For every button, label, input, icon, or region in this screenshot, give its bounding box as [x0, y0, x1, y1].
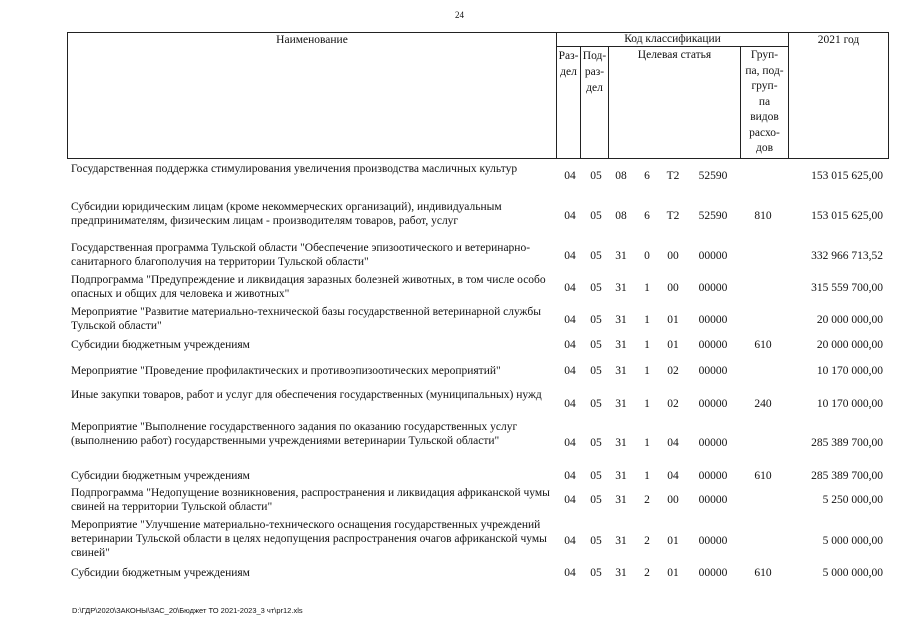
row-subsection: 05	[590, 535, 602, 547]
row-subsection: 05	[590, 250, 602, 262]
row-amount: 315 559 700,00	[811, 282, 883, 294]
row-subprogram: 2	[644, 567, 650, 579]
row-subsection: 05	[590, 339, 602, 351]
row-subprogram: 0	[644, 250, 650, 262]
row-expense-type: 610	[754, 470, 772, 482]
row-subsection: 05	[590, 282, 602, 294]
row-name: Подпрограмма "Предупреждение и ликвидация заразных болезней животных, в том числе особо опасных и общих для человека и животных"	[71, 274, 546, 300]
row-section: 04	[564, 282, 576, 294]
header-right-border	[888, 32, 889, 159]
row-subprogram: 1	[644, 282, 650, 294]
row-amount: 5 000 000,00	[822, 535, 883, 547]
row-direction: 00000	[698, 567, 728, 579]
row-section: 04	[564, 339, 576, 351]
row-activity: Т2	[666, 170, 680, 182]
row-activity: Т2	[666, 210, 680, 222]
row-amount: 332 966 713,52	[811, 250, 883, 262]
row-section: 04	[564, 398, 576, 410]
row-activity: 01	[667, 314, 679, 326]
row-direction: 00000	[698, 365, 728, 377]
row-amount: 153 015 625,00	[811, 210, 883, 222]
row-program: 31	[615, 398, 627, 410]
row-activity: 01	[667, 535, 679, 547]
row-expense-type: 240	[754, 398, 772, 410]
row-name: Субсидии бюджетным учреждениям	[71, 567, 250, 579]
row-direction: 00000	[698, 494, 728, 506]
row-direction: 00000	[698, 339, 728, 351]
row-subprogram: 1	[644, 365, 650, 377]
row-subsection: 05	[590, 437, 602, 449]
row-name: Иные закупки товаров, работ и услуг для обеспечения государственных (муниципальных) нужд	[71, 389, 542, 401]
row-subprogram: 6	[644, 210, 650, 222]
row-name: Мероприятие "Выполнение государственного задания по оказанию государственных услуг (выполнению работ) государственными учреждениями ветеринарии Тульской области"	[71, 421, 518, 447]
row-subsection: 05	[590, 398, 602, 410]
page-number: 24	[455, 10, 464, 20]
row-direction: 00000	[698, 250, 728, 262]
row-subprogram: 6	[644, 170, 650, 182]
row-section: 04	[564, 470, 576, 482]
header-expense-group: Груп- па, под- груп- па видов расхо- дов	[745, 49, 784, 154]
row-amount: 5 000 000,00	[822, 567, 883, 579]
row-program: 31	[615, 470, 627, 482]
row-expense-type: 610	[754, 567, 772, 579]
row-subprogram: 1	[644, 339, 650, 351]
footer-file-path: D:\ГДР\2020\ЗАКОНЫ\ЗАС_20\Бюджет ТО 2021-2023_3 чт\pr12.xls	[72, 606, 303, 615]
row-activity: 00	[667, 250, 679, 262]
row-name: Государственная программа Тульской области "Обеспечение эпизоотического и ветеринарно-санитарного благополучия на территории Тульской области"	[71, 242, 531, 268]
row-program: 31	[615, 314, 627, 326]
header-divider-group	[788, 32, 789, 159]
row-name: Государственная поддержка стимулирования увеличения производства масличных культур	[71, 163, 518, 175]
row-name: Субсидии бюджетным учреждениям	[71, 470, 250, 482]
row-expense-type: 610	[754, 339, 772, 351]
row-program: 31	[615, 250, 627, 262]
row-section: 04	[564, 170, 576, 182]
row-section: 04	[564, 535, 576, 547]
row-program: 31	[615, 494, 627, 506]
row-direction: 00000	[698, 535, 728, 547]
row-subsection: 05	[590, 567, 602, 579]
row-name: Мероприятие "Развитие материально-технической базы государственной ветеринарной службы Тульской области"	[71, 306, 541, 332]
header-left-border	[67, 32, 68, 159]
row-name: Мероприятие "Проведение профилактических и противоэпизоотических мероприятий"	[71, 365, 501, 377]
row-amount: 10 170 000,00	[816, 365, 883, 377]
row-section: 04	[564, 250, 576, 262]
row-subsection: 05	[590, 365, 602, 377]
row-amount: 20 000 000,00	[816, 314, 883, 326]
row-subsection: 05	[590, 170, 602, 182]
row-expense-type: 810	[754, 210, 772, 222]
row-direction: 52590	[698, 210, 728, 222]
row-subprogram: 2	[644, 494, 650, 506]
row-program: 31	[615, 282, 627, 294]
header-target-article: Целевая статья	[637, 49, 712, 61]
row-amount: 153 015 625,00	[811, 170, 883, 182]
row-direction: 00000	[698, 470, 728, 482]
row-name: Субсидии бюджетным учреждениям	[71, 339, 250, 351]
row-amount: 10 170 000,00	[816, 398, 883, 410]
row-subsection: 05	[590, 314, 602, 326]
row-direction: 00000	[698, 398, 728, 410]
row-direction: 00000	[698, 437, 728, 449]
header-name: Наименование	[276, 34, 348, 46]
row-amount: 20 000 000,00	[816, 339, 883, 351]
row-program: 08	[615, 210, 627, 222]
row-name: Субсидии юридическим лицам (кроме некоммерческих организаций), индивидуальным предпринимателям, физическим лицам - производителям товаров, работ, услуг	[71, 201, 502, 227]
row-activity: 02	[667, 398, 679, 410]
row-section: 04	[564, 210, 576, 222]
row-subsection: 05	[590, 210, 602, 222]
row-activity: 01	[667, 339, 679, 351]
row-program: 31	[615, 535, 627, 547]
header-year: 2021 год	[817, 34, 860, 46]
row-activity: 00	[667, 282, 679, 294]
row-amount: 285 389 700,00	[811, 437, 883, 449]
row-name: Мероприятие "Улучшение материально-технического оснащения государственных учреждений ветеринарии Тульской области в целях недопущения распространения очагов африканской чумы свиней"	[71, 519, 547, 559]
row-section: 04	[564, 314, 576, 326]
row-activity: 04	[667, 437, 679, 449]
row-program: 08	[615, 170, 627, 182]
header-bottom-border	[67, 158, 889, 159]
row-program: 31	[615, 339, 627, 351]
row-subprogram: 1	[644, 470, 650, 482]
header-subsection: Под- раз- дел	[582, 50, 607, 94]
row-section: 04	[564, 567, 576, 579]
header-code-group: Код классификации	[624, 33, 721, 45]
row-activity: 02	[667, 365, 679, 377]
row-name: Подпрограмма "Недопущение возникновения, распространения и ликвидация африканской чумы свиней на территории Тульской области"	[71, 487, 550, 513]
row-subprogram: 1	[644, 437, 650, 449]
row-activity: 04	[667, 470, 679, 482]
row-amount: 285 389 700,00	[811, 470, 883, 482]
row-section: 04	[564, 365, 576, 377]
row-subsection: 05	[590, 470, 602, 482]
row-subprogram: 1	[644, 398, 650, 410]
header-section: Раз- дел	[558, 50, 579, 78]
row-program: 31	[615, 365, 627, 377]
row-subprogram: 2	[644, 535, 650, 547]
row-activity: 01	[667, 567, 679, 579]
row-activity: 00	[667, 494, 679, 506]
row-direction: 00000	[698, 282, 728, 294]
row-amount: 5 250 000,00	[822, 494, 883, 506]
row-direction: 00000	[698, 314, 728, 326]
row-section: 04	[564, 437, 576, 449]
row-subprogram: 1	[644, 314, 650, 326]
row-program: 31	[615, 567, 627, 579]
row-subsection: 05	[590, 494, 602, 506]
row-direction: 52590	[698, 170, 728, 182]
row-program: 31	[615, 437, 627, 449]
row-section: 04	[564, 494, 576, 506]
